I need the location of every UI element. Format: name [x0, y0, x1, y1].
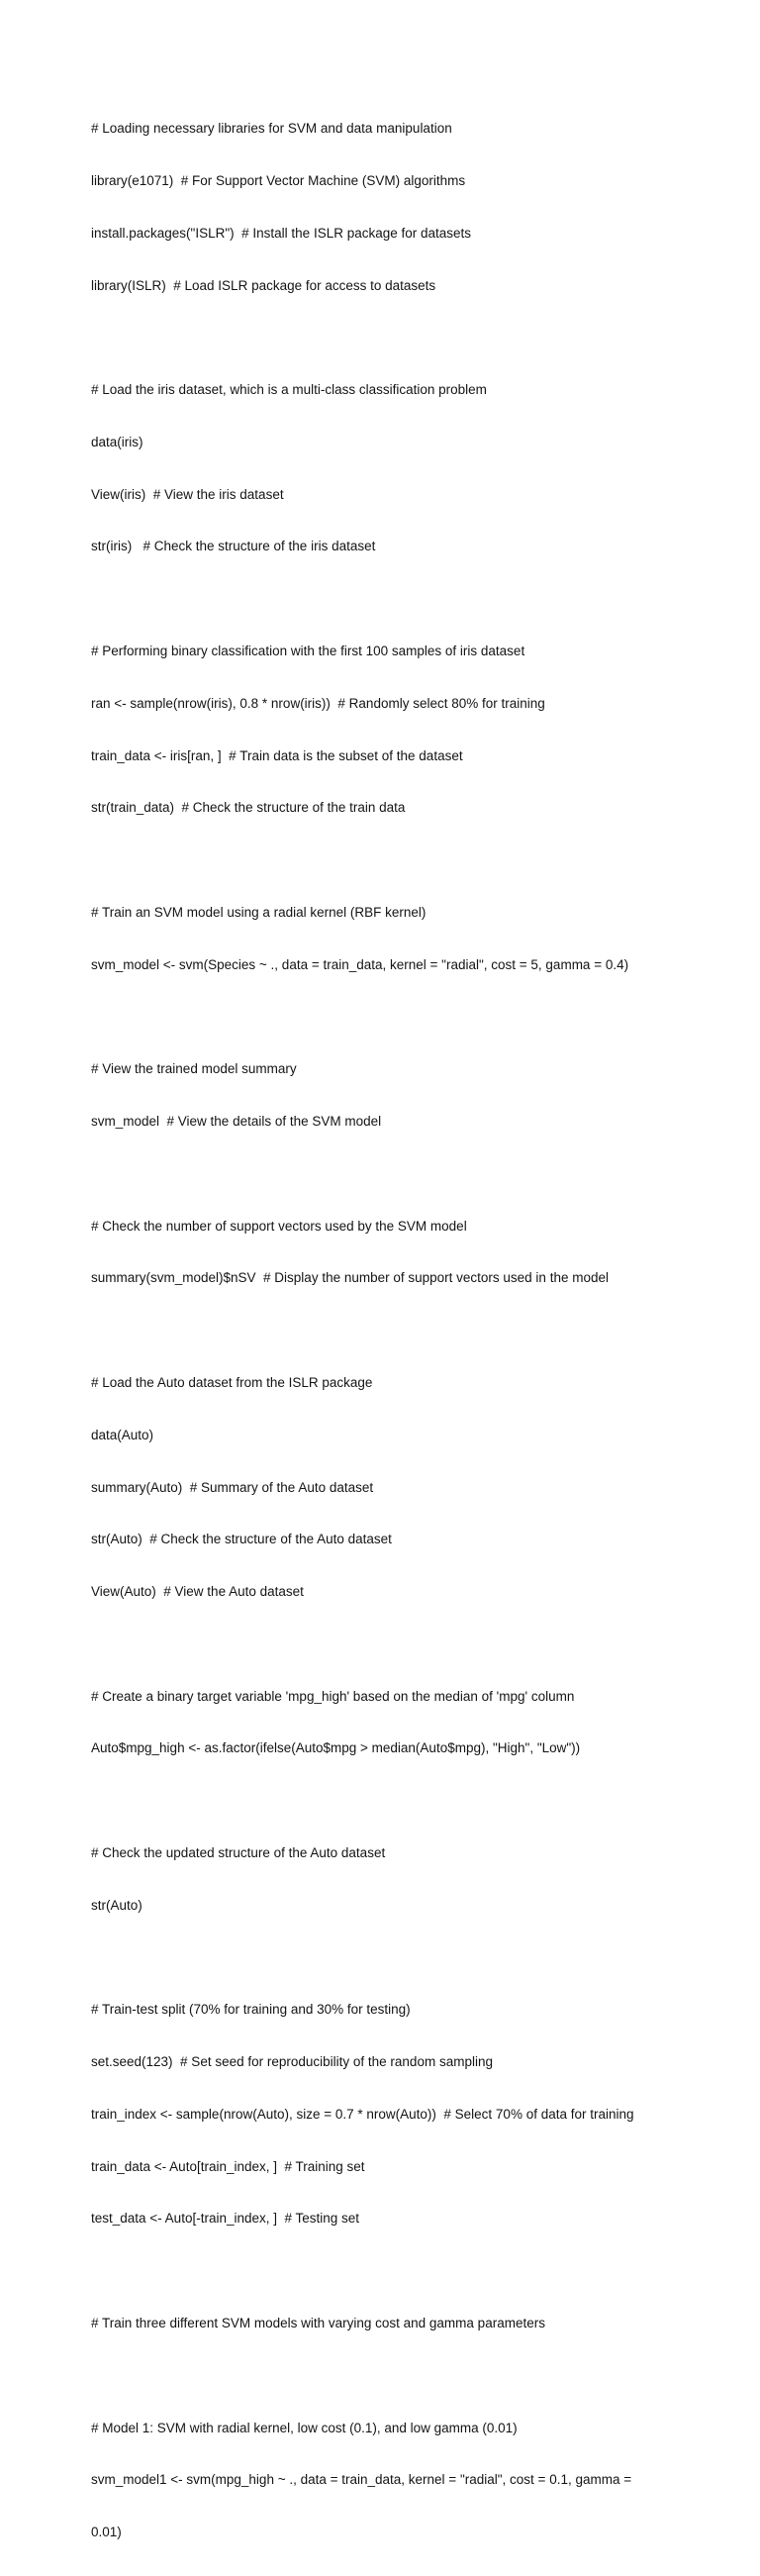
comment-line: # Check the updated structure of the Auto dataset: [91, 1844, 386, 1860]
code-line: install.packages("ISLR") # Install the ISLR package for datasets: [91, 225, 472, 241]
blank-line: [91, 851, 685, 869]
blank-line: [91, 1949, 685, 1967]
comment-line: # Load the iris dataset, which is a multi-class classification problem: [91, 382, 487, 398]
code-line: set.seed(123) # Set seed for reproducibility of the random sampling: [91, 2054, 493, 2070]
comment-line: # Performing binary classification with the first 100 samples of iris dataset: [91, 644, 525, 658]
blank-line: [91, 1635, 685, 1653]
code-line: ran <- sample(nrow(iris), 0.8 * nrow(iris)) # Randomly select 80% for training: [91, 695, 545, 711]
code-line: View(iris) # View the iris dataset: [91, 486, 284, 502]
comment-line: # View the trained model summary: [91, 1061, 297, 1077]
comment-line: # Train three different SVM models with varying cost and gamma parameters: [91, 2316, 545, 2330]
code-line: svm_model1 <- svm(mpg_high ~ ., data = train_data, kernel = "radial", cost = 0.1, gamma =: [91, 2472, 632, 2488]
comment-line: # Train-test split (70% for training and 30% for testing): [91, 2002, 411, 2018]
code-line: 0.01): [91, 2525, 122, 2540]
code-line: library(ISLR) # Load ISLR package for access to datasets: [91, 277, 436, 293]
blank-line: [91, 329, 685, 347]
code-line: test_data <- Auto[-train_index, ] # Testing set: [91, 2211, 360, 2227]
code-line: train_data <- iris[ran, ] # Train data is the subset of the dataset: [91, 747, 463, 763]
code-line: svm_model # View the details of the SVM model: [91, 1114, 382, 1130]
comment-line: # Check the number of support vectors used by the SVM model: [91, 1218, 467, 1234]
code-line: View(Auto) # View the Auto dataset: [91, 1584, 304, 1600]
code-line: train_data <- Auto[train_index, ] # Training set: [91, 2158, 365, 2174]
blank-line: [91, 1792, 685, 1810]
code-line: str(Auto) # Check the structure of the Auto dataset: [91, 1532, 392, 1547]
blank-line: [91, 1165, 685, 1183]
comment-line: # Model 1: SVM with radial kernel, low cost (0.1), and low gamma (0.01): [91, 2420, 518, 2435]
code-line: train_index <- sample(nrow(Auto), size = 0.7 * nrow(Auto)) # Select 70% of data for training: [91, 2106, 634, 2122]
blank-line: [91, 2367, 685, 2385]
blank-line: [91, 2262, 685, 2280]
comment-line: # Load the Auto dataset from the ISLR package: [91, 1374, 373, 1390]
code-line: data(Auto): [91, 1427, 154, 1442]
code-line: svm_model <- svm(Species ~ ., data = train_data, kernel = "radial", cost = 5, gamma = 0.4): [91, 956, 629, 972]
blank-line: [91, 1322, 685, 1339]
comment-line: # Train an SVM model using a radial kernel (RBF kernel): [91, 904, 427, 920]
code-line: str(iris) # Check the structure of the iris dataset: [91, 539, 376, 554]
code-line: library(e1071) # For Support Vector Machine (SVM) algorithms: [91, 172, 466, 188]
code-line: summary(Auto) # Summary of the Auto dataset: [91, 1479, 374, 1495]
code-line: Auto$mpg_high <- as.factor(ifelse(Auto$mpg > median(Auto$mpg), "High", "Low")): [91, 1740, 581, 1756]
comment-line: # Create a binary target variable 'mpg_high' based on the median of 'mpg' column: [91, 1688, 575, 1704]
code-line: data(iris): [91, 434, 143, 449]
code-line: str(Auto): [91, 1897, 142, 1913]
code-line: summary(svm_model)$nSV # Display the number of support vectors used in the model: [91, 1270, 609, 1286]
code-text-body: [91, 85, 685, 2576]
blank-line: [91, 590, 685, 608]
comment-line: # Loading necessary libraries for SVM and data manipulation: [91, 121, 452, 137]
blank-line: [91, 1008, 685, 1026]
code-line: str(train_data) # Check the structure of the train data: [91, 800, 406, 816]
